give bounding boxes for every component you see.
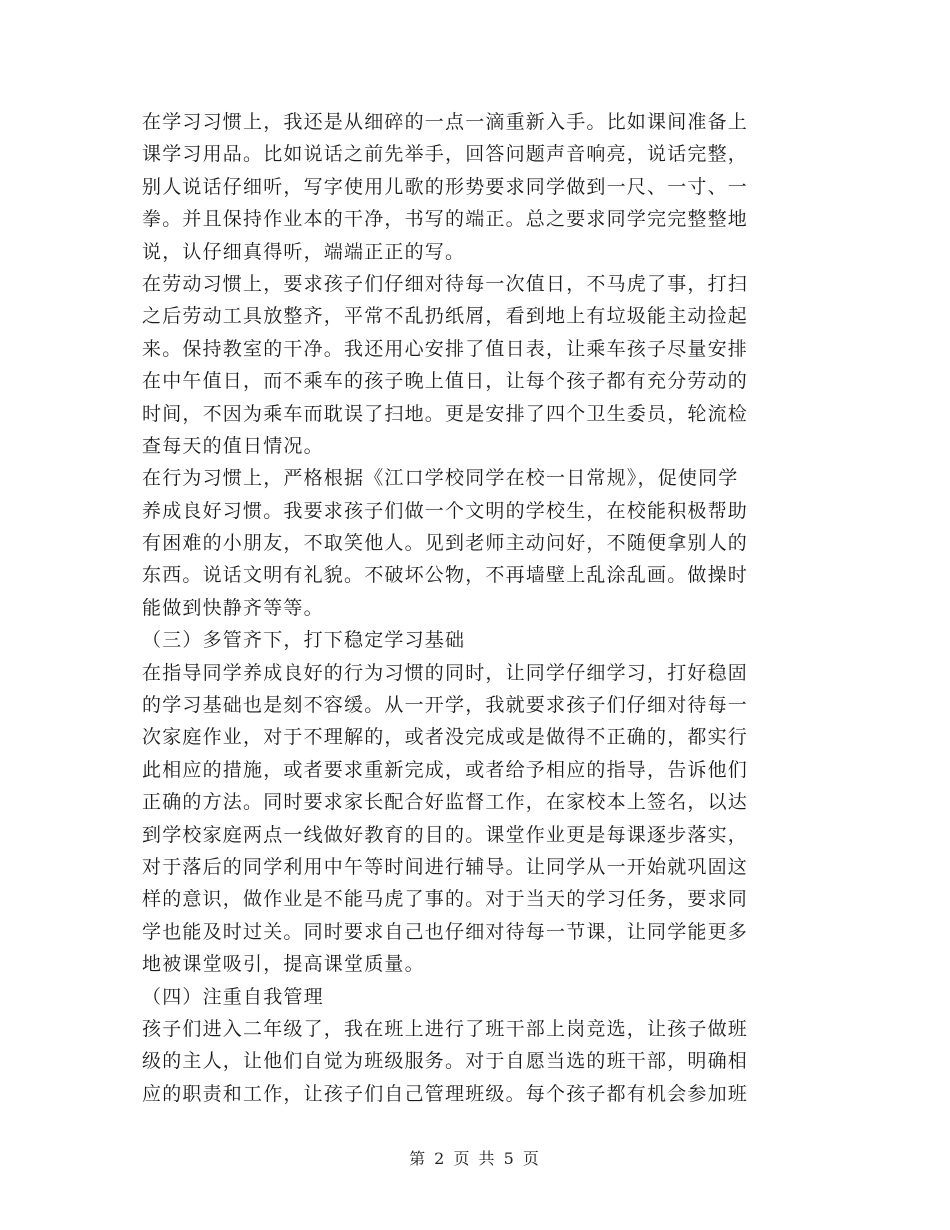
text-line: 应的职责和工作，让孩子们自己管理班级。每个孩子都有机会参加班 bbox=[142, 1082, 749, 1105]
text-line: 的学习基础也是刻不容缓。从一开学，我就要求孩子们仔细对待每一 bbox=[142, 694, 749, 717]
text-line: 学也能及时过关。同时要求自己也仔细对待每一节课，让同学能更多 bbox=[142, 920, 749, 943]
text-line: 查每天的值日情况。 bbox=[142, 434, 324, 457]
page-number-footer: 第 2 页 共 5 页 bbox=[409, 1149, 541, 1168]
text-line: 之后劳动工具放整齐，平常不乱扔纸屑，看到地上有垃圾能主动捡起 bbox=[142, 305, 749, 328]
text-line: 在劳动习惯上，要求孩子们仔细对待每一次值日，不马虎了事，打扫 bbox=[142, 272, 749, 295]
text-line: 有困难的小朋友，不取笑他人。见到老师主动问好，不随便拿别人的 bbox=[142, 532, 749, 555]
text-line: 拳。并且保持作业本的干净，书写的端正。总之要求同学完完整整地 bbox=[142, 208, 749, 231]
text-line: 在指导同学养成良好的行为习惯的同时，让同学仔细学习，打好稳固 bbox=[142, 661, 749, 684]
text-line: 次家庭作业，对于不理解的，或者没完成或是做得不正确的，都实行 bbox=[142, 726, 749, 749]
text-line: 东西。说话文明有礼貌。不破坏公物，不再墙壁上乱涂乱画。做操时 bbox=[142, 564, 749, 587]
text-line: 级的主人，让他们自觉为班级服务。对于自愿当选的班干部，明确相 bbox=[142, 1050, 749, 1073]
text-line: 课学习用品。比如说话之前先举手，回答问题声音响亮，说话完整， bbox=[142, 143, 749, 166]
text-line: 对于落后的同学利用中午等时间进行辅导。让同学从一开始就巩固这 bbox=[142, 855, 749, 878]
text-line: 养成良好习惯。我要求孩子们做一个文明的学校生，在校能积极帮助 bbox=[142, 499, 749, 522]
text-line: 样的意识，做作业是不能马虎了事的。对于当天的学习任务，要求同 bbox=[142, 888, 749, 911]
text-line: 正确的方法。同时要求家长配合好监督工作，在家校本上签名，以达 bbox=[142, 791, 749, 814]
text-line: 能做到快静齐等等。 bbox=[142, 596, 324, 619]
text-line: 此相应的措施，或者要求重新完成，或者给予相应的指导，告诉他们 bbox=[142, 758, 749, 781]
text-line: 时间，不因为乘车而耽误了扫地。更是安排了四个卫生委员，轮流检 bbox=[142, 402, 749, 425]
text-line: 到学校家庭两点一线做好教育的目的。课堂作业更是每课逐步落实， bbox=[142, 823, 749, 846]
text-line: 来。保持教室的干净。我还用心安排了值日表，让乘车孩子尽量安排 bbox=[142, 337, 749, 360]
text-line: 地被课堂吸引，提高课堂质量。 bbox=[142, 953, 425, 976]
text-line: 在学习习惯上，我还是从细碎的一点一滴重新入手。比如课间准备上 bbox=[142, 111, 749, 133]
section-heading: （四）注重自我管理 bbox=[142, 985, 324, 1008]
section-heading: （三）多管齐下，打下稳定学习基础 bbox=[142, 629, 466, 652]
text-line: 在行为习惯上，严格根据《江口学校同学在校一日常规》，促使同学 bbox=[142, 467, 739, 490]
text-line: 说，认仔细真得听，端端正正的写。 bbox=[142, 240, 466, 263]
document-body bbox=[142, 106, 802, 1110]
text-line: 孩子们进入二年级了，我在班上进行了班干部上岗竞选，让孩子做班 bbox=[142, 1017, 749, 1040]
text-line: 别人说话仔细听，写字使用儿歌的形势要求同学做到一尺、一寸、一 bbox=[142, 175, 749, 198]
text-line: 在中午值日，而不乘车的孩子晚上值日，让每个孩子都有充分劳动的 bbox=[142, 370, 749, 393]
